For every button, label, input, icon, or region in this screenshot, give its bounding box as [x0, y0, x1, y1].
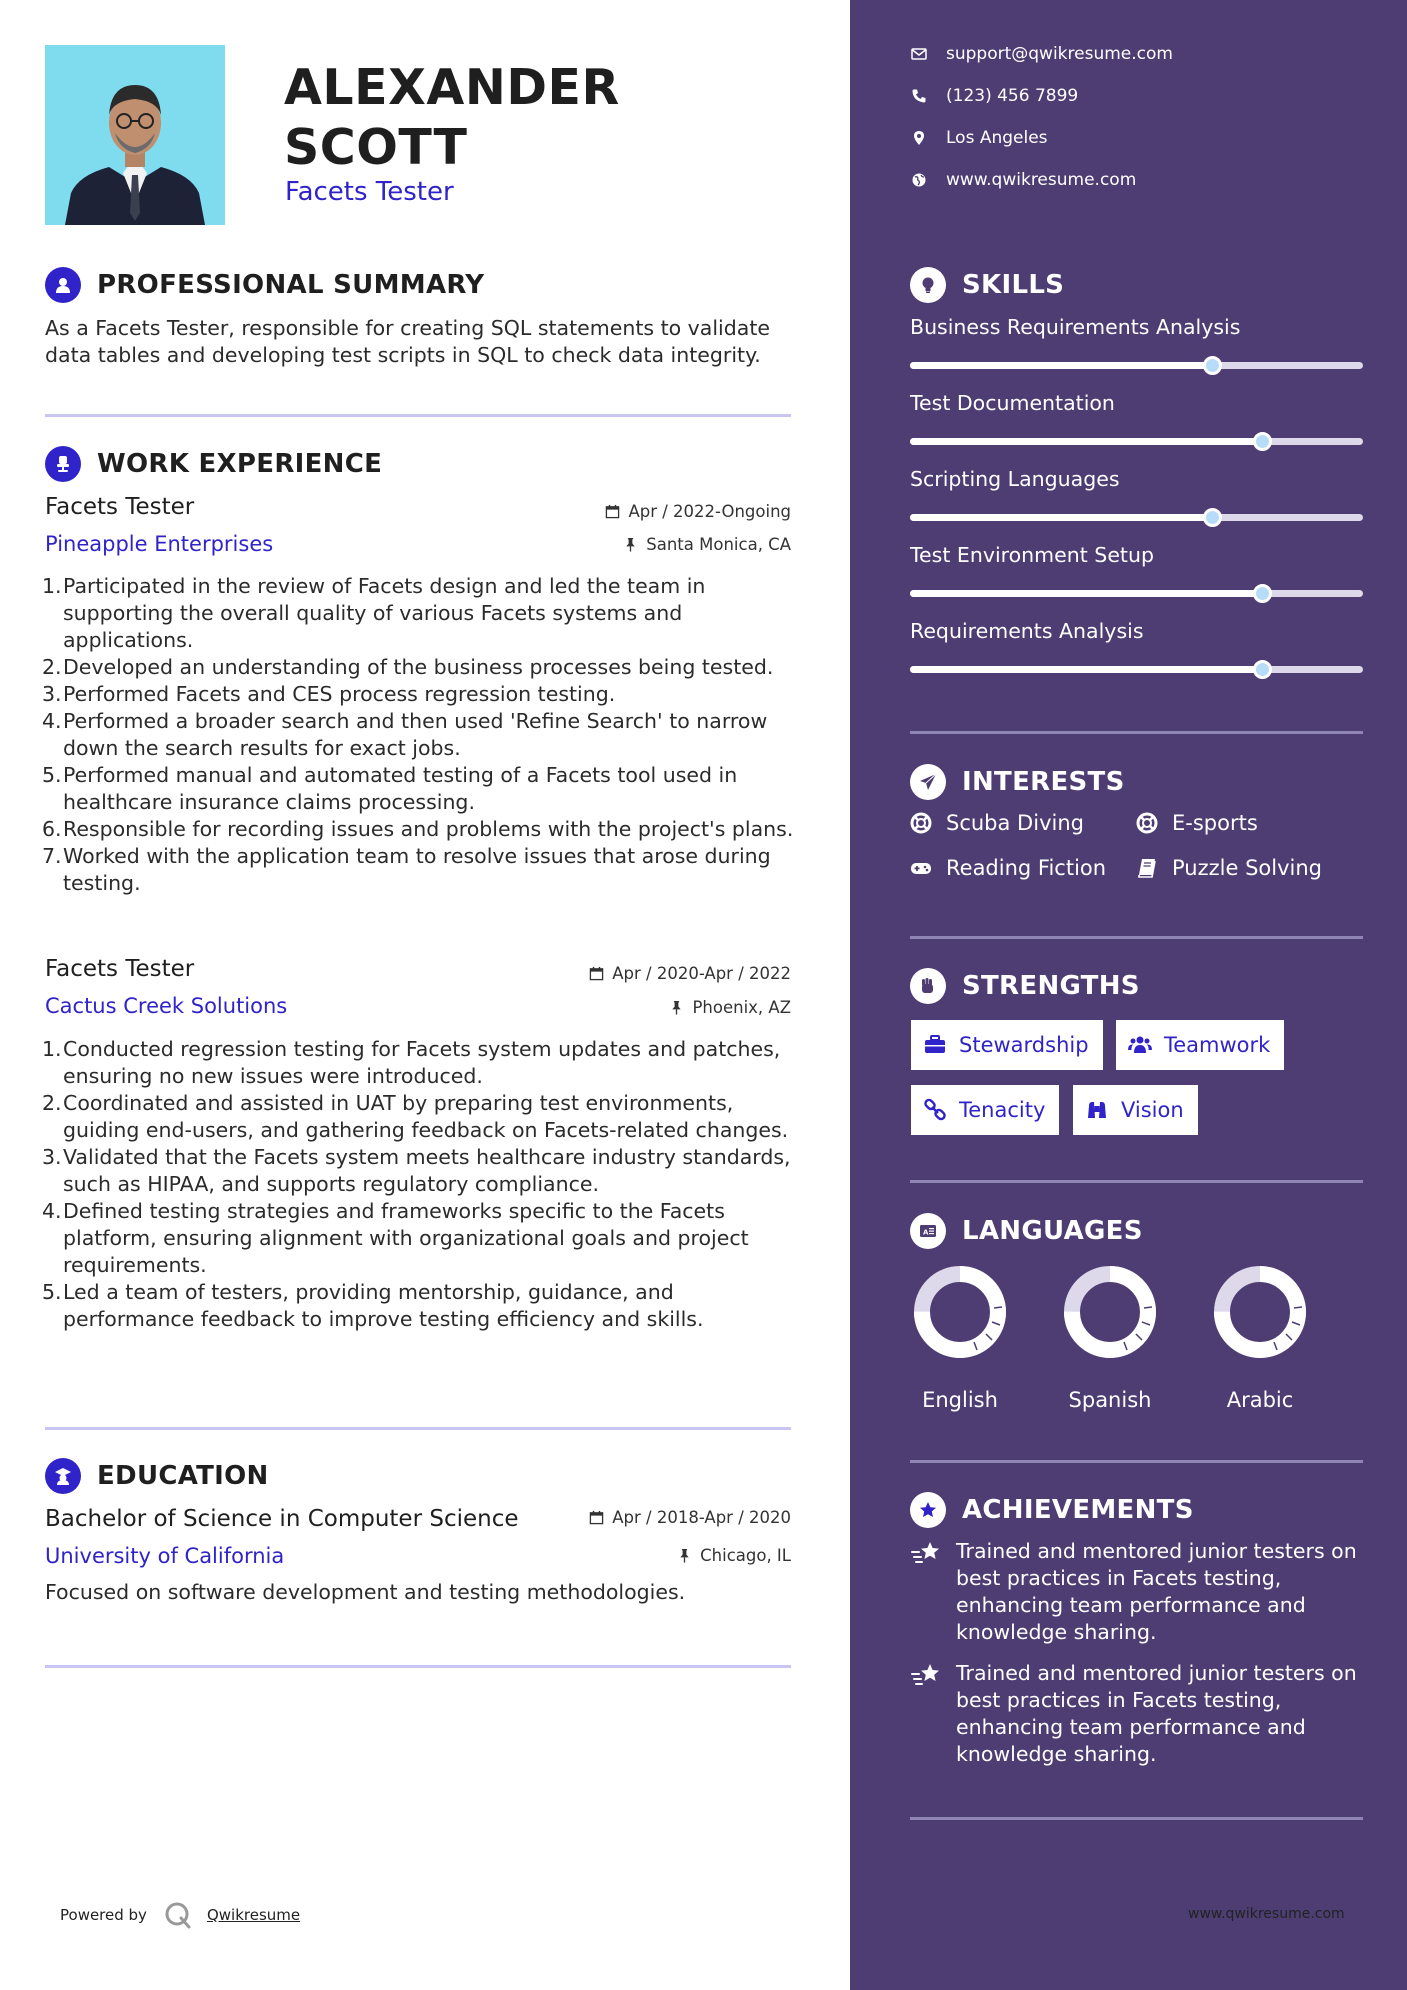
job-dates: [605, 502, 791, 521]
interests-divider: [910, 936, 1363, 939]
users-icon: [1128, 1033, 1152, 1057]
skills-title: SKILLS: [962, 270, 1065, 300]
skill-bar-fill: [910, 590, 1262, 597]
job-company: Pineapple Enterprises: [45, 532, 274, 556]
job-location-text: Phoenix, AZ: [692, 998, 791, 1017]
strengths-divider: [910, 1180, 1363, 1183]
languages-divider: [910, 1460, 1363, 1463]
shooting-star-icon: [910, 1540, 942, 1568]
list-item: 5. Performed manual and automated testing of a Facets tool used in healthcare insurance claims processing.: [42, 763, 738, 814]
translate-icon: [910, 1213, 946, 1249]
language-ring: [912, 1264, 1008, 1360]
achievement-item: [910, 1538, 1360, 1646]
education-heading: [45, 1458, 269, 1494]
achievement-text: Trained and mentored junior testers on best practices in Facets testing, enhancing team performance and knowledge sharing.: [956, 1539, 1357, 1644]
achievements-title: ACHIEVEMENTS: [962, 1495, 1194, 1525]
list-item: 6. Responsible for recording issues and problems with the project's plans.: [42, 817, 794, 841]
map-marker-icon: [910, 129, 928, 147]
pin-icon: [669, 1000, 684, 1015]
language-name: Arabic: [1226, 1388, 1294, 1412]
school-name: University of California: [45, 1544, 285, 1568]
work-title: WORK EXPERIENCE: [97, 449, 383, 479]
qwikresume-logo-icon: [163, 1900, 193, 1930]
life-ring-icon: [910, 812, 932, 834]
star-badge-icon: [910, 1492, 946, 1528]
strength-label: Vision: [1121, 1098, 1184, 1122]
skill-bar: [910, 590, 1363, 597]
book-icon: [1136, 857, 1158, 879]
skill-bar-fill: [910, 666, 1262, 673]
skill-name: Test Documentation: [910, 391, 1115, 415]
footer-website: www.qwikresume.com: [1188, 1906, 1345, 1922]
skill-bar-knob: [1203, 356, 1222, 375]
education-title: EDUCATION: [97, 1461, 269, 1491]
list-item: 3. Validated that the Facets system meets healthcare industry standards, such as HIPAA, and supports regulatory compliance.: [42, 1145, 791, 1196]
list-item: 3. Performed Facets and CES process regression testing.: [42, 682, 616, 706]
graduate-icon: [45, 1458, 81, 1494]
interest-item: [1136, 811, 1258, 835]
fist-icon: [910, 968, 946, 1004]
life-ring-icon: [1136, 812, 1158, 834]
skill-name: Requirements Analysis: [910, 619, 1144, 643]
list-item: 2. Coordinated and assisted in UAT by preparing test environments, guiding end-users, and gathering feedback on Facets-related changes.: [42, 1091, 789, 1142]
strength-chip: [911, 1085, 1059, 1135]
interest-item: [910, 811, 1084, 835]
language-item: [1050, 1264, 1170, 1412]
paper-plane-icon: [910, 764, 946, 800]
user-icon: [45, 267, 81, 303]
language-ring: [1062, 1264, 1158, 1360]
work-divider: [45, 1427, 791, 1430]
list-item: 5. Led a team of testers, providing mentorship, guidance, and performance feedback to improve testing efficiency and skills.: [42, 1280, 704, 1331]
language-name: English: [922, 1388, 998, 1412]
list-item: 4. Defined testing strategies and frameworks specific to the Facets platform, ensuring alignment with organizational goals and project requirements.: [42, 1199, 749, 1277]
powered-by-label: Powered by: [60, 1906, 147, 1924]
education-description: Focused on software development and testing methodologies.: [45, 1580, 686, 1604]
phone-icon: [910, 87, 928, 105]
summary-text: As a Facets Tester, responsible for creating SQL statements to validate data tables and developing test scripts in SQL to check data integrity.: [45, 316, 770, 367]
skill-name: Business Requirements Analysis: [910, 315, 1241, 339]
skill-bar-fill: [910, 514, 1212, 521]
strengths-heading: [910, 968, 1140, 1004]
languages-title: LANGUAGES: [962, 1216, 1143, 1246]
skill-bar: [910, 666, 1363, 673]
strengths-title: STRENGTHS: [962, 971, 1140, 1001]
job-location-text: Santa Monica, CA: [646, 535, 791, 554]
skill-bar-knob: [1203, 508, 1222, 527]
job-bullets: [42, 1036, 805, 1333]
language-item: [1200, 1264, 1320, 1412]
achievements-heading: [910, 1492, 1194, 1528]
interests-title: INTERESTS: [962, 767, 1125, 797]
achievement-item: [910, 1660, 1360, 1768]
job-location: [623, 535, 791, 554]
profile-photo: [45, 45, 225, 225]
powered-by: [60, 1900, 300, 1930]
education-location-text: Chicago, IL: [700, 1546, 791, 1565]
interest-item: [910, 856, 1106, 880]
summary-divider: [45, 414, 791, 417]
job-dates-text: Apr / 2022-Ongoing: [628, 502, 791, 521]
interests-heading: [910, 764, 1125, 800]
strength-chip: [1116, 1020, 1284, 1070]
name-first: ALEXANDER: [284, 59, 620, 116]
strength-label: Stewardship: [959, 1033, 1089, 1057]
strength-chip: [1073, 1085, 1198, 1135]
calendar-icon: [589, 966, 604, 981]
skill-bar: [910, 362, 1363, 369]
achievement-text: Trained and mentored junior testers on best practices in Facets testing, enhancing team performance and knowledge sharing.: [956, 1661, 1357, 1766]
skills-heading: [910, 267, 1064, 303]
contact-email: [910, 44, 1173, 64]
job-title: Facets Tester: [45, 494, 195, 520]
interest-item: [1136, 856, 1322, 880]
website-text: www.qwikresume.com: [946, 170, 1137, 190]
calendar-icon: [589, 1510, 604, 1525]
pin-icon: [623, 537, 638, 552]
candidate-role: Facets Tester: [285, 177, 454, 207]
job-bullets: [42, 573, 805, 897]
location-text: Los Angeles: [946, 128, 1048, 148]
binoculars-icon: [1085, 1098, 1109, 1122]
skill-name: Scripting Languages: [910, 467, 1120, 491]
gamepad-icon: [910, 857, 932, 879]
summary-title: PROFESSIONAL SUMMARY: [97, 270, 485, 300]
skill-bar: [910, 438, 1363, 445]
skill-name: Test Environment Setup: [910, 543, 1154, 567]
interest-label: Scuba Diving: [946, 811, 1084, 835]
pin-icon: [677, 1548, 692, 1563]
name-last: SCOTT: [284, 119, 468, 176]
contact-location: [910, 128, 1048, 148]
lightbulb-icon: [910, 267, 946, 303]
education-dates-text: Apr / 2018-Apr / 2020: [612, 1508, 791, 1527]
shooting-star-icon: [910, 1662, 942, 1690]
email-text: support@qwikresume.com: [946, 44, 1173, 64]
interest-label: Puzzle Solving: [1172, 856, 1322, 880]
job-title: Facets Tester: [45, 956, 195, 982]
skill-bar-fill: [910, 438, 1262, 445]
skill-bar: [910, 514, 1363, 521]
job-location: [669, 998, 791, 1017]
interest-label: E-sports: [1172, 811, 1258, 835]
language-ring: [1212, 1264, 1308, 1360]
list-item: 1. Conducted regression testing for Facets system updates and patches, ensuring no new issues were introduced.: [42, 1037, 781, 1088]
strength-label: Tenacity: [959, 1098, 1046, 1122]
language-name: Spanish: [1068, 1388, 1152, 1412]
strength-chip: [911, 1020, 1103, 1070]
skill-bar-fill: [910, 362, 1212, 369]
link-icon: [923, 1098, 947, 1122]
skills-divider: [910, 731, 1363, 734]
contact-phone: [910, 86, 1078, 106]
work-heading: [45, 446, 382, 482]
svg-text:A: A: [923, 1228, 929, 1237]
envelope-icon: [910, 45, 928, 63]
phone-text: (123) 456 7899: [946, 86, 1079, 106]
list-item: 7. Worked with the application team to resolve issues that arose during testing.: [42, 844, 771, 895]
education-dates: [589, 1508, 791, 1527]
education-location: [677, 1546, 791, 1565]
education-divider: [45, 1665, 791, 1668]
office-chair-icon: [45, 446, 81, 482]
job-company: Cactus Creek Solutions: [45, 994, 288, 1018]
list-item: 2. Developed an understanding of the business processes being tested.: [42, 655, 774, 679]
languages-heading: [910, 1213, 1143, 1249]
degree-title: Bachelor of Science in Computer Science: [45, 1506, 519, 1532]
job-dates: [589, 964, 791, 983]
list-item: 1. Participated in the review of Facets design and led the team in supporting the overall quality of various Facets systems and applications.: [42, 574, 706, 652]
language-item: [900, 1264, 1020, 1412]
job-dates-text: Apr / 2020-Apr / 2022: [612, 964, 791, 983]
calendar-icon: [605, 504, 620, 519]
list-item: 4. Performed a broader search and then used 'Refine Search' to narrow down the search results for exact jobs.: [42, 709, 768, 760]
briefcase-icon: [923, 1033, 947, 1057]
interest-label: Reading Fiction: [946, 856, 1107, 880]
summary-heading: [45, 267, 484, 303]
qwikresume-link[interactable]: Qwikresume: [206, 1906, 301, 1924]
strength-label: Teamwork: [1164, 1033, 1271, 1057]
candidate-name: [284, 58, 620, 178]
achievements-divider: [910, 1817, 1363, 1820]
globe-icon: [910, 171, 928, 189]
contact-website: [910, 170, 1136, 190]
